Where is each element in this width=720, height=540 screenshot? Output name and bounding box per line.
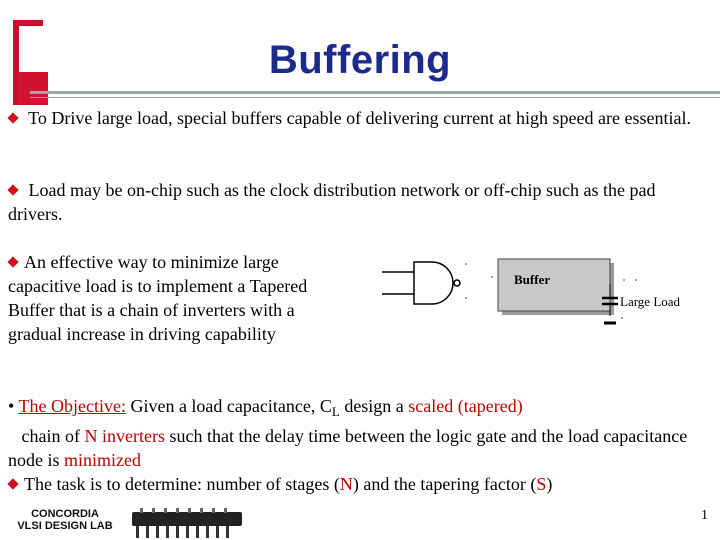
load-label: Large Load — [620, 294, 681, 309]
buffer-label: Buffer — [514, 272, 551, 287]
lab-logo — [0, 508, 130, 532]
objective-bullet: • — [8, 396, 19, 416]
objective-subscript: L — [331, 404, 340, 419]
nand-gate-icon — [382, 262, 460, 304]
bullet-2 — [8, 178, 708, 226]
page-number: 1 — [701, 508, 708, 523]
objective-highlight-minimized: minimized — [64, 450, 141, 470]
diamond-bullet-icon — [7, 256, 18, 267]
page-title: Buffering — [268, 38, 452, 82]
objective-highlight-n-inverters: N inverters — [84, 426, 165, 446]
objective-part4: such that the delay time between the logic gate and the load capacitance node is — [8, 426, 688, 470]
task-part2: ) and the tapering factor ( — [352, 474, 537, 494]
title-underline-thin — [30, 97, 720, 98]
objective-block — [8, 394, 708, 496]
objective-part3: chain of — [17, 426, 85, 446]
logo-line-1: CONCORDIA — [31, 508, 99, 520]
bullet-3 — [8, 250, 318, 346]
task-n: N — [339, 474, 353, 494]
diamond-bullet-icon — [7, 478, 18, 489]
logo-line-2: VLSI DESIGN LAB — [17, 520, 113, 532]
bullet-2-text: Load may be on-chip such as the clock distribution network or off-chip such as the pad drivers. — [8, 180, 656, 224]
objective-text — [8, 394, 708, 472]
buffer-circuit-diagram — [378, 248, 708, 338]
title-underline — [30, 91, 720, 94]
objective-highlight-scaled: scaled (tapered) — [408, 396, 523, 416]
task-text — [8, 472, 708, 496]
bullet-3-text: An effective way to minimize large capacitive load is to implement a Tapered Buffer that is a chain of inverters with a gradual increase in driving capability — [8, 252, 308, 344]
title-decoration-top — [13, 20, 43, 26]
bullet-1 — [8, 106, 708, 130]
objective-part2: design a — [339, 396, 409, 416]
task-part3: ) — [546, 474, 553, 494]
chip-icon — [128, 506, 246, 540]
task-part1: The task is to determine: number of stages ( — [24, 474, 340, 494]
task-s: S — [536, 474, 547, 494]
diamond-bullet-icon — [7, 184, 18, 195]
objective-label: The Objective: — [18, 396, 126, 416]
bullet-1-text: To Drive large load, special buffers capable of delivering current at high speed are essential. — [24, 108, 691, 128]
objective-part1: Given a load capacitance, C — [125, 396, 332, 416]
diamond-bullet-icon — [7, 112, 18, 123]
